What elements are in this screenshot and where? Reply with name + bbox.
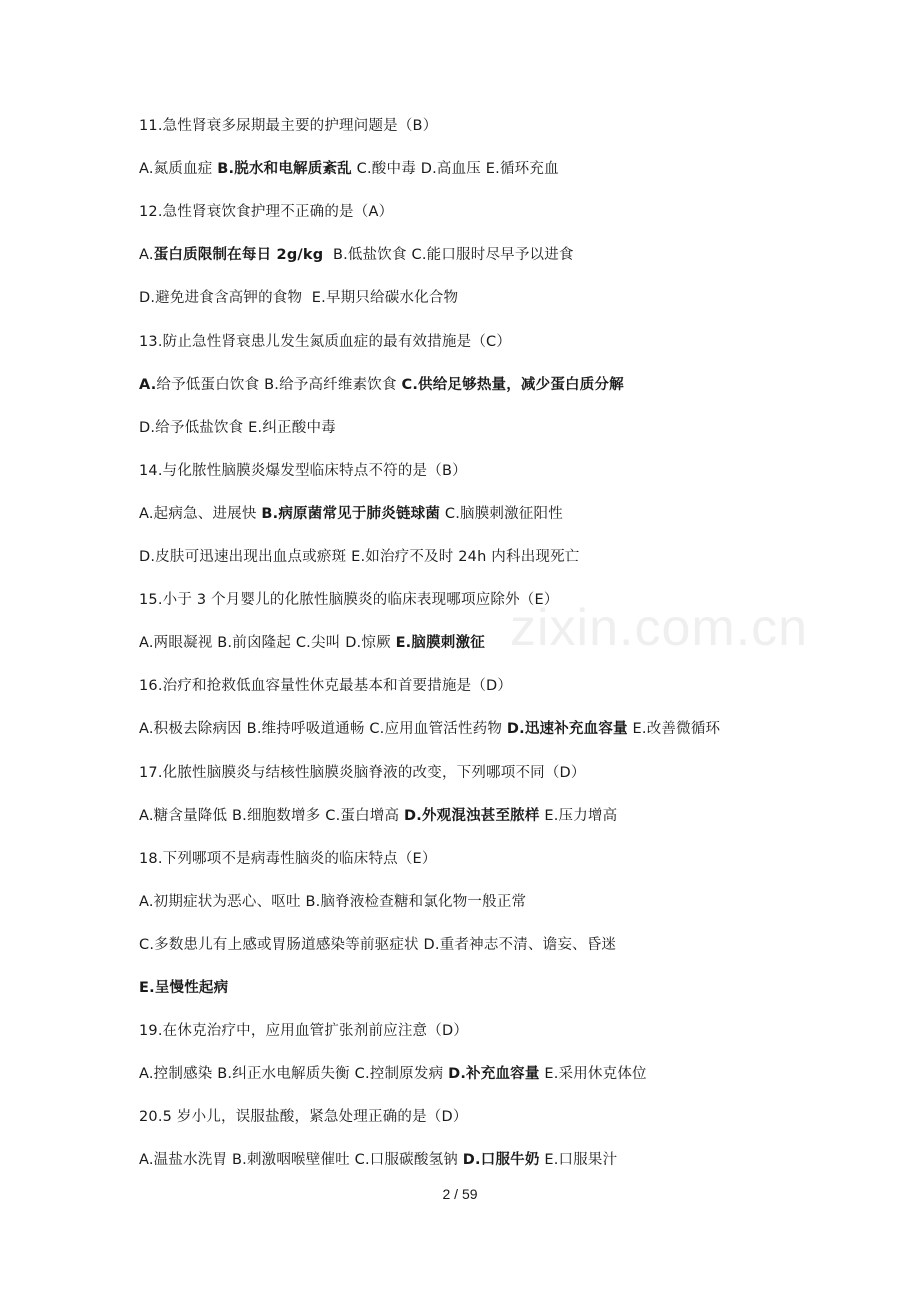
text-segment: C.多数患儿有上感或胃肠道感染等前驱症状 D.重者神志不清、谵妄、昏迷 <box>139 936 617 953</box>
text-line <box>139 1064 647 1084</box>
text-line <box>139 806 617 826</box>
text-segment: A.控制感染 B.纠正水电解质失衡 C.控制原发病 <box>139 1066 449 1083</box>
text-segment: 18.下列哪项不是病毒性脑炎的临床特点（E） <box>139 850 437 867</box>
text-segment: 19.在休克治疗中，应用血管扩张剂前应注意（D） <box>139 1023 469 1040</box>
text-line <box>139 375 624 395</box>
bold-text-segment: E.呈慢性起病 <box>139 980 229 996</box>
text-segment: A.温盐水洗胃 B.刺激咽喉壁催吐 C.口服碳酸氢钠 <box>139 1152 463 1169</box>
text-line <box>139 1021 468 1041</box>
text-line <box>139 590 559 610</box>
text-line <box>139 719 720 739</box>
watermark: zixin.com.cn <box>510 599 809 657</box>
text-segment: 20.5 岁小儿，误服盐酸，紧急处理正确的是（D） <box>139 1109 468 1126</box>
bold-text-segment: B.病原菌常见于肺炎链球菌 <box>261 505 441 522</box>
text-line <box>139 978 228 998</box>
text-segment: E.口服果汁 <box>539 1152 618 1169</box>
text-line <box>139 245 574 265</box>
text-segment: 12.急性肾衰饮食护理不正确的是（A） <box>139 204 394 221</box>
bold-text-segment: D.口服牛奶 <box>462 1152 540 1169</box>
text-line <box>139 461 467 481</box>
text-line <box>139 159 559 179</box>
text-line <box>139 418 336 438</box>
bold-text-segment: D.外观混浊甚至脓样 <box>404 807 540 824</box>
text-line <box>139 202 393 222</box>
bold-text-segment: E.脑膜刺激征 <box>395 635 485 652</box>
text-segment: 14.与化脓性脑膜炎爆发型临床特点不符的是（B） <box>139 462 467 479</box>
bold-text-segment: A. <box>139 376 157 393</box>
text-line <box>139 763 586 783</box>
text-line <box>139 892 526 912</box>
text-line <box>139 633 485 653</box>
bold-text-segment: D.补充血容量 <box>448 1066 540 1083</box>
text-line <box>139 288 458 308</box>
text-segment: 17.化脓性脑膜炎与结核性脑膜炎脑脊液的改变，下列哪项不同（D） <box>139 764 586 781</box>
text-segment: 15.小于 3 个月婴儿的化脓性脑膜炎的临床表现哪项应除外（E） <box>139 592 559 609</box>
bold-text-segment: B.脱水和电解质紊乱 <box>217 161 352 178</box>
text-segment: D.皮肤可迅速出现出血点或瘀斑 E.如治疗不及时 24h 内科出现死亡 <box>139 549 580 565</box>
text-segment: A.积极去除病因 B.维持呼吸道通畅 C.应用血管活性药物 <box>139 721 507 738</box>
text-segment: A.初期症状为恶心、呕吐 B.脑脊液检查糖和氯化物一般正常 <box>139 893 527 910</box>
text-segment: A.两眼凝视 B.前囟隆起 C.尖叫 D.惊厥 <box>139 635 396 652</box>
page-number: 2 / 59 <box>442 1186 478 1202</box>
text-segment: D.避免进食含高钾的食物 E.早期只给碳水化合物 <box>139 290 459 307</box>
text-segment: D.给予低盐饮食 E.纠正酸中毒 <box>139 419 336 436</box>
text-segment: E.采用休克体位 <box>539 1066 647 1083</box>
text-segment: 给予低蛋白饮食 B.给予高纤维素饮食 <box>156 376 402 393</box>
bold-text-segment: D.迅速补充血容量 <box>506 721 628 738</box>
text-segment: A.氮质血症 <box>139 161 218 178</box>
text-segment: A.起病急、进展快 <box>139 505 262 522</box>
text-line <box>139 1107 468 1127</box>
text-line <box>139 547 580 567</box>
bold-text-segment: 蛋白质限制在每日 2g/kg <box>153 247 324 264</box>
text-line <box>139 676 512 696</box>
text-line <box>139 504 563 524</box>
text-segment: C.酸中毒 D.高血压 E.循环充血 <box>351 161 559 178</box>
text-line <box>139 1150 617 1170</box>
text-segment: A.糖含量降低 B.细胞数增多 C.蛋白增高 <box>139 807 404 824</box>
text-segment: B.低盐饮食 C.能口服时尽早予以进食 <box>323 247 574 264</box>
text-line <box>139 849 437 869</box>
bold-text-segment: C.供给足够热量，减少蛋白质分解 <box>401 376 624 393</box>
text-segment: C.脑膜刺激征阳性 <box>440 505 563 522</box>
text-segment: E.压力增高 <box>539 807 618 824</box>
text-segment: 13.防止急性肾衰患儿发生氮质血症的最有效措施是（C） <box>139 333 512 350</box>
text-line <box>139 116 437 136</box>
text-segment: 11.急性肾衰多尿期最主要的护理问题是（B） <box>139 118 438 134</box>
text-line <box>139 935 616 955</box>
text-segment: 16.治疗和抢救低血容量性休克最基本和首要措施是（D） <box>139 678 513 695</box>
text-segment: E.改善微循环 <box>627 721 721 738</box>
text-segment: A. <box>139 247 154 264</box>
text-line <box>139 332 511 352</box>
